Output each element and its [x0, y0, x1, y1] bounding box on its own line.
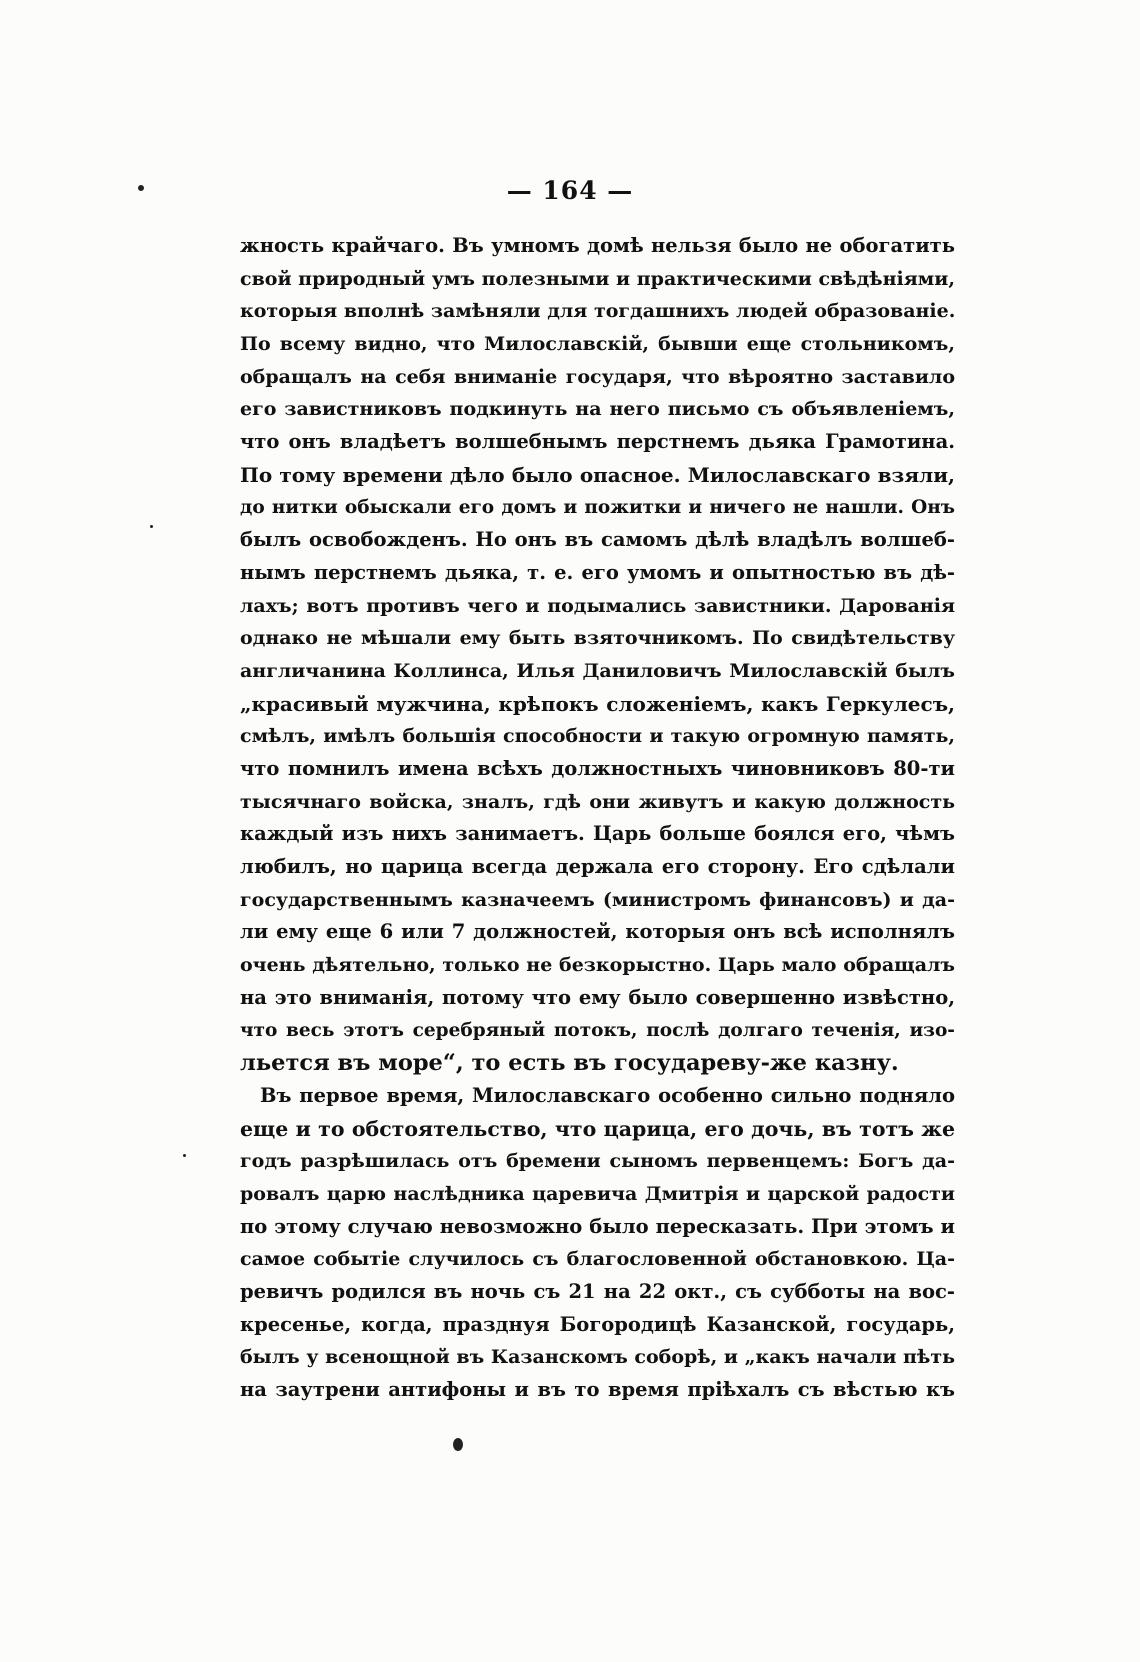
text-line: что помнилъ имена всѣхъ должностныхъ чиновниковъ 80-ти: [240, 757, 955, 780]
text-line: По всему видно, что Милославскій, бывши еще стольникомъ,: [240, 333, 955, 356]
text-line: еще и то обстоятельство, что царица, его дочь, въ тотъ же: [240, 1116, 955, 1141]
text-line: „красивый мужчина, крѣпокъ сложеніемъ, какъ Геркулесъ,: [240, 691, 955, 716]
page-number: — 164 —: [506, 176, 634, 205]
text-line: годъ разрѣшилась отъ бремени сыномъ первенцемъ: Богъ да-: [240, 1150, 955, 1173]
text-line: былъ освобожденъ. Но онъ въ самомъ дѣлѣ владѣлъ волшеб-: [240, 528, 955, 552]
text-line: смѣлъ, имѣлъ большія способности и такую огромную память,: [240, 725, 955, 748]
text-line: тысячнаго войска, зналъ, гдѣ они живутъ и какую должность: [240, 790, 955, 813]
text-line: на это вниманія, потому что ему было совершенно извѣстно,: [240, 985, 955, 1009]
body-text: [240, 230, 955, 1407]
text-line: ли ему еще 6 или 7 должностей, которыя онъ всѣ исполнялъ: [240, 920, 955, 944]
text-line: обращалъ на себя вниманіе государя, что вѣроятно заставило: [240, 365, 955, 388]
text-line: которыя вполнѣ замѣняли для тогдашнихъ людей образованіе.: [240, 300, 956, 323]
text-line: самое событіе случилось съ благословенной обстановкою. Ца-: [240, 1248, 955, 1271]
text-line: по этому случаю невозможно было пересказать. При этомъ и: [240, 1214, 955, 1238]
text-line: очень дѣятельно, только не безкорыстно. Царь мало обращалъ: [240, 954, 955, 977]
text-line: По тому времени дѣло было опасное. Милославскаго взяли,: [240, 462, 955, 487]
text-line: лахъ; вотъ противъ чего и подымались завистники. Дарованія: [240, 594, 955, 617]
scan-speck: [150, 525, 153, 528]
text-line: англичанина Коллинса, Илья Даниловичъ Милославскій былъ: [240, 659, 955, 682]
text-line: льется въ море“, то есть въ государеву-же казну.: [240, 1050, 899, 1077]
text-line: что весь этотъ серебряный потокъ, послѣ долгаго теченія, изо-: [240, 1019, 955, 1041]
text-line: ровалъ царю наслѣдника царевича Дмитрія и царской радости: [240, 1182, 955, 1205]
text-line: былъ у всенощной въ Казанскомъ соборѣ, и „какъ начали пѣть: [240, 1346, 955, 1369]
text-line: на заутрени антифоны и въ то время пріѣхалъ съ вѣстью къ: [240, 1378, 955, 1402]
text-line: государственнымъ казначеемъ (министромъ финансовъ) и да-: [240, 888, 955, 911]
scan-speck: [138, 185, 144, 191]
text-line: любилъ, но царица всегда держала его сторону. Его сдѣлали: [240, 855, 955, 879]
text-line: кресенье, когда, празднуя Богородицѣ Казанской, государь,: [240, 1312, 955, 1336]
text-line: что онъ владѣетъ волшебнымъ перстнемъ дьяка Грамотина.: [240, 430, 955, 454]
text-line: ревичъ родился въ ночь съ 21 на 22 окт., съ субботы на вос-: [240, 1280, 955, 1303]
text-line: его завистниковъ подкинуть на него письмо съ объявленіемъ,: [240, 398, 955, 421]
text-line: однако не мѣшали ему быть взяточникомъ. По свидѣтельству: [240, 627, 955, 650]
text-line: жность крайчаго. Въ умномъ домѣ нельзя было не обогатить: [240, 234, 955, 257]
scan-speck: [453, 1438, 463, 1451]
text-line: нымъ перстнемъ дьяка, т. е. его умомъ и опытностью въ дѣ-: [240, 560, 955, 584]
scan-speck: [183, 1154, 186, 1157]
paragraph-start-line: Въ первое время, Милославскаго особенно сильно подняло: [260, 1083, 955, 1107]
text-line: каждый изъ нихъ занимаетъ. Царь больше боялся его, чѣмъ: [240, 822, 955, 846]
text-line: свой природный умъ полезными и практическими свѣдѣніями,: [240, 267, 955, 290]
text-line: до нитки обыскали его домъ и пожитки и ничего не нашли. Онъ: [240, 496, 955, 518]
